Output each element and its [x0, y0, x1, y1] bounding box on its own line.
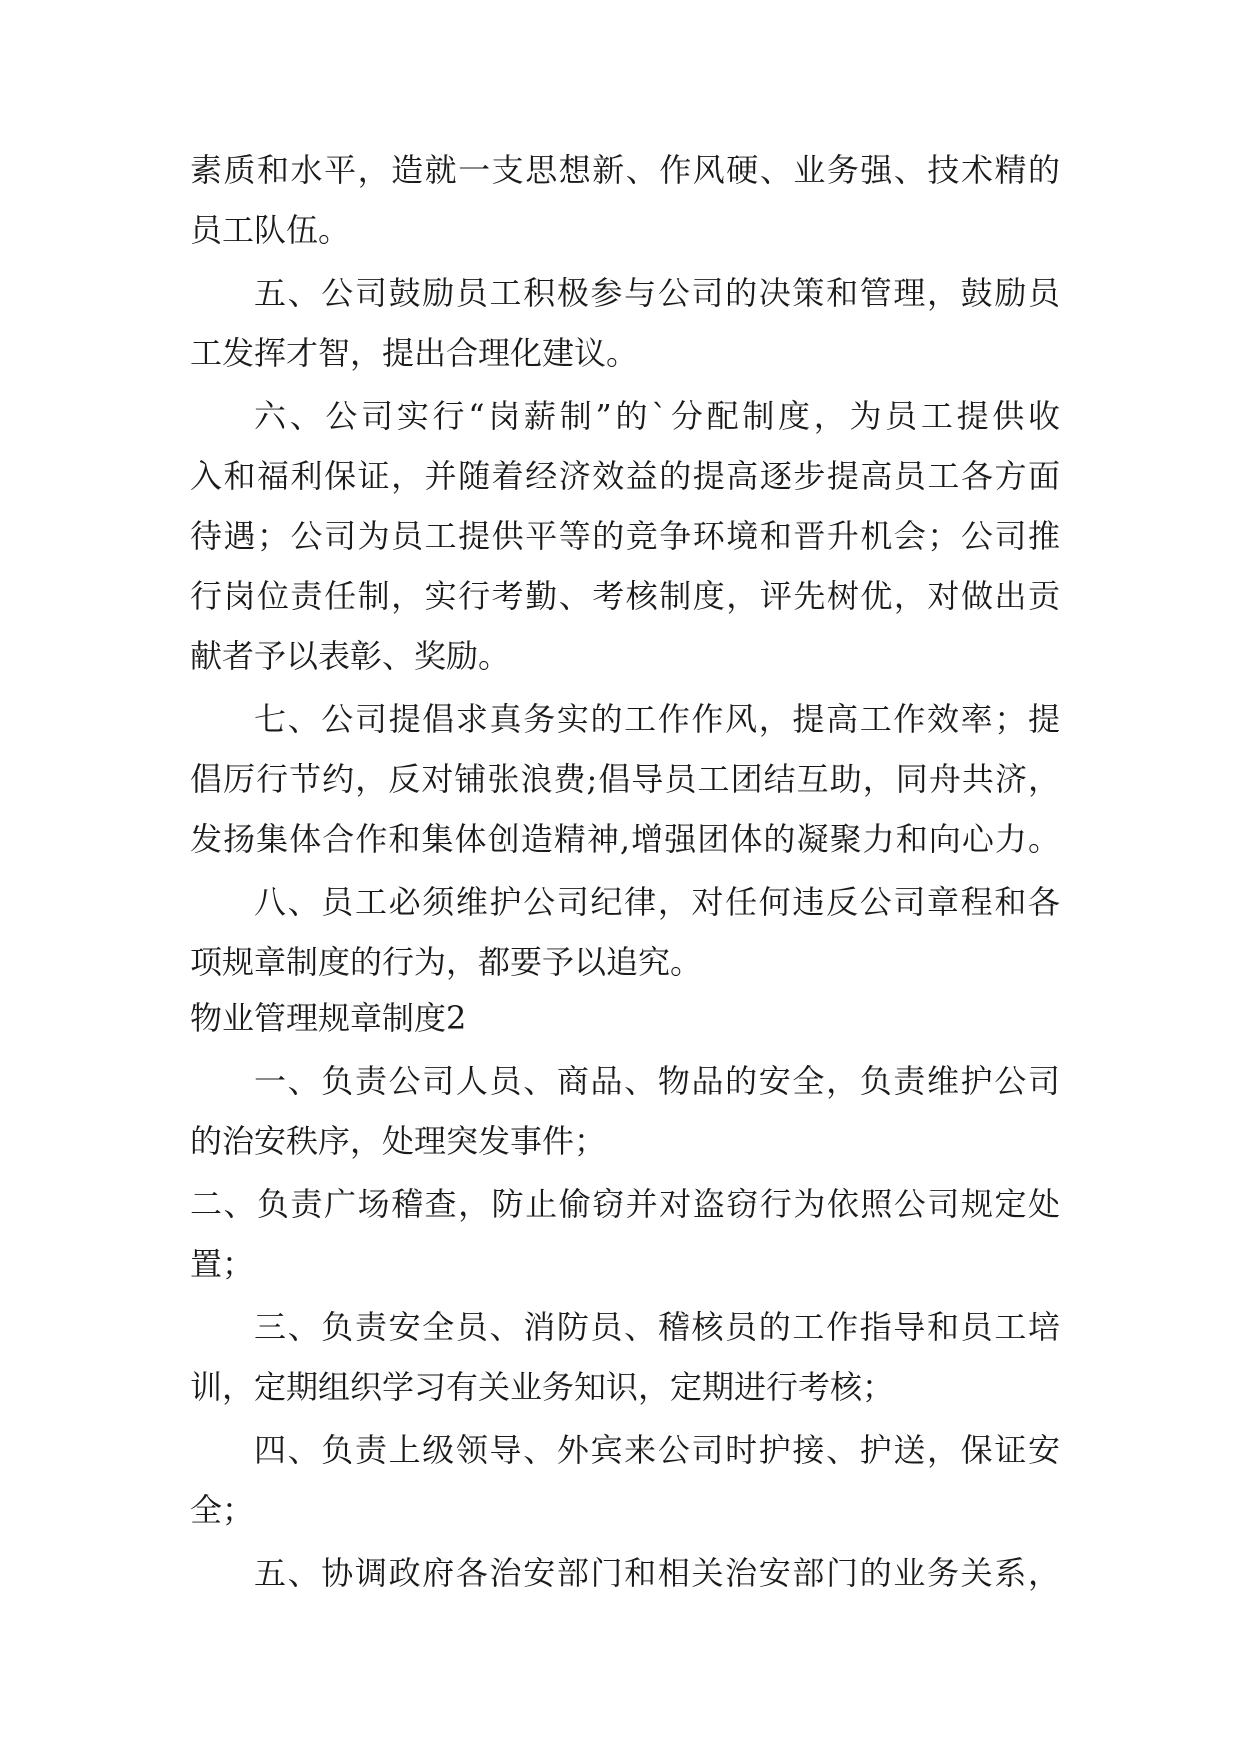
text-line: 二、负责广场稽查，防止偷窃并对盗窃行为依照公司规定处	[190, 1185, 1060, 1223]
text-line: 五、公司鼓励员工积极参与公司的决策和管理，鼓励员	[254, 274, 1060, 312]
section-heading: 物业管理规章制度2	[190, 999, 467, 1037]
text-line: 全；	[190, 1491, 255, 1529]
text-line: 的治安秩序，处理突发事件；	[190, 1122, 607, 1160]
text-line: 员工队伍。	[190, 211, 351, 249]
text-line: 倡厉行节约，反对铺张浪费;倡导员工团结互助，同舟共济，	[190, 760, 1060, 798]
text-line: 献者予以表彰、奖励。	[190, 637, 511, 675]
text-line: 六、公司实行“岗薪制”的`分配制度，为员工提供收	[254, 397, 1060, 435]
text-line: 待遇；公司为员工提供平等的竞争环境和晋升机会；公司推	[190, 517, 1060, 555]
text-line: 行岗位责任制，实行考勤、考核制度，评先树优，对做出贡	[190, 577, 1060, 615]
text-line: 素质和水平，造就一支思想新、作风硬、业务强、技术精的	[190, 151, 1060, 189]
text-line: 八、员工必须维护公司纪律，对任何违反公司章程和各	[254, 883, 1060, 921]
text-line: 五、协调政府各治安部门和相关治安部门的业务关系，	[254, 1554, 1060, 1592]
text-line: 一、负责公司人员、商品、物品的安全，负责维护公司	[254, 1062, 1060, 1100]
text-line: 项规章制度的行为，都要予以追究。	[190, 943, 703, 981]
text-line: 工发挥才智，提出合理化建议。	[190, 334, 639, 372]
text-line: 发扬集体合作和集体创造精神,增强团体的凝聚力和向心力。	[190, 820, 1060, 858]
text-line: 入和福利保证，并随着经济效益的提高逐步提高员工各方面	[190, 457, 1060, 495]
text-line: 七、公司提倡求真务实的工作作风，提高工作效率；提	[254, 700, 1060, 738]
text-line: 置；	[190, 1245, 255, 1283]
text-line: 训，定期组织学习有关业务知识，定期进行考核；	[190, 1368, 895, 1406]
text-line: 三、负责安全员、消防员、稽核员的工作指导和员工培	[254, 1308, 1060, 1346]
text-line: 四、负责上级领导、外宾来公司时护接、护送，保证安	[254, 1431, 1060, 1469]
